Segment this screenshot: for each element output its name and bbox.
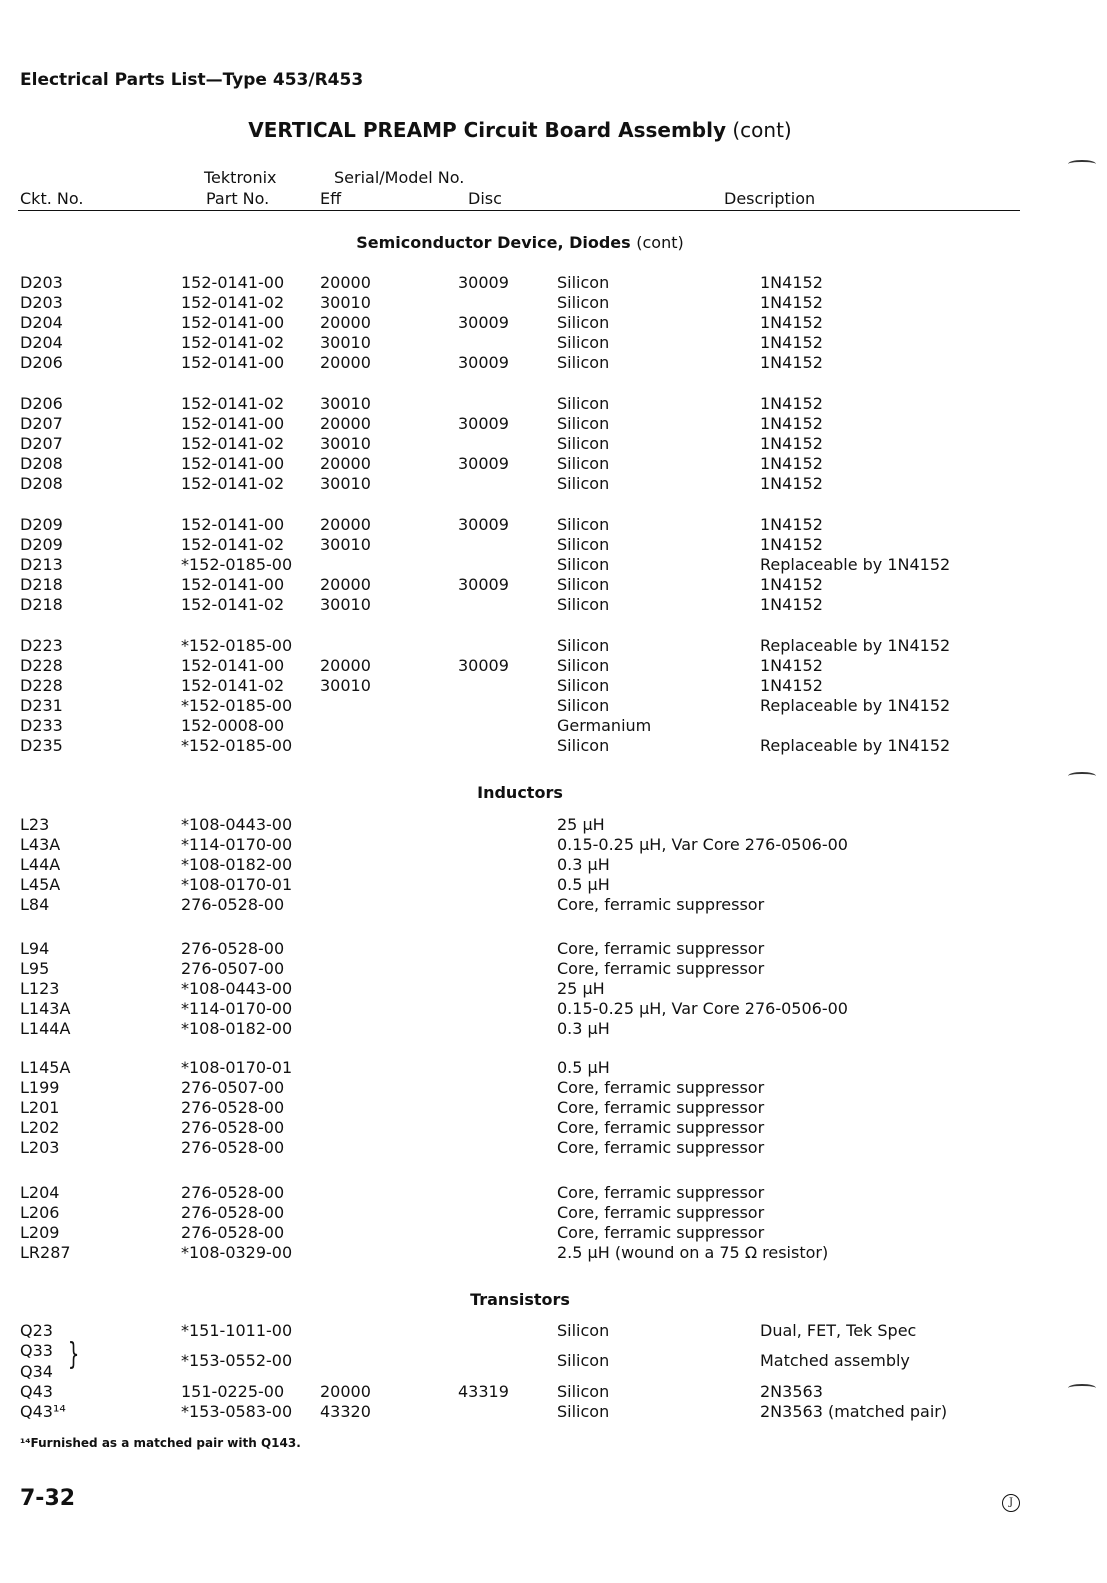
- column-header-tektronix: Tektronix: [204, 168, 277, 187]
- table-row: [0, 353, 1040, 373]
- footnote: ¹⁴Furnished as a matched pair with Q143.: [20, 1436, 301, 1450]
- part-number: *114-0170-00: [181, 999, 293, 1018]
- description: Core, ferramic suppressor: [557, 1223, 765, 1242]
- table-row: [0, 736, 1040, 756]
- serial-disc: 30009: [458, 656, 509, 675]
- description-detail: Dual, FET, Tek Spec: [760, 1321, 917, 1340]
- part-number: 276-0528-00: [181, 895, 285, 914]
- ckt-number: D233: [20, 716, 63, 735]
- ckt-number: L209: [20, 1223, 60, 1242]
- part-number: *108-0443-00: [181, 815, 293, 834]
- description-type: Silicon: [557, 575, 610, 594]
- table-row: [0, 1243, 1040, 1263]
- column-header-part: Part No.: [206, 189, 270, 208]
- serial-eff: 30010: [320, 676, 371, 695]
- description-detail: 1N4152: [760, 414, 823, 433]
- scan-mark-icon: [1068, 1384, 1096, 1392]
- ckt-number: L145A: [20, 1058, 71, 1077]
- section-heading-diodes-suffix: (cont): [636, 233, 684, 252]
- part-number: *108-0443-00: [181, 979, 293, 998]
- table-row: [0, 394, 1040, 414]
- table-row: [0, 555, 1040, 575]
- ckt-number: D206: [20, 394, 63, 413]
- section-heading-diodes-label: Semiconductor Device, Diodes: [356, 233, 631, 252]
- description: Core, ferramic suppressor: [557, 1138, 765, 1157]
- serial-eff: 20000: [320, 656, 371, 675]
- serial-eff: 30010: [320, 474, 371, 493]
- ckt-number: D207: [20, 414, 63, 433]
- table-row: [0, 1203, 1040, 1223]
- part-number: *153-0552-00: [181, 1351, 293, 1370]
- ckt-number: L144A: [20, 1019, 71, 1038]
- ckt-number: D218: [20, 595, 63, 614]
- scan-mark-icon: [1068, 160, 1096, 168]
- table-row: [0, 474, 1040, 494]
- ckt-number: L203: [20, 1138, 60, 1157]
- description: Core, ferramic suppressor: [557, 895, 765, 914]
- description-type: Silicon: [557, 656, 610, 675]
- table-row: [0, 1058, 1040, 1078]
- part-number: 152-0141-02: [181, 535, 285, 554]
- part-number: 152-0141-00: [181, 575, 285, 594]
- serial-eff: 20000: [320, 414, 371, 433]
- description-type: Silicon: [557, 736, 610, 755]
- ckt-number: L94: [20, 939, 50, 958]
- description-detail: 1N4152: [760, 595, 823, 614]
- table-row: [0, 636, 1040, 656]
- ckt-number: L202: [20, 1118, 60, 1137]
- part-number: *108-0170-01: [181, 1058, 293, 1077]
- table-row: [0, 333, 1040, 353]
- ckt-number: Q34: [20, 1362, 53, 1381]
- ckt-number: L204: [20, 1183, 60, 1202]
- ckt-number: L201: [20, 1098, 60, 1117]
- part-number: 276-0528-00: [181, 1223, 285, 1242]
- description-type: Silicon: [557, 293, 610, 312]
- table-row: [0, 434, 1040, 454]
- description-type: Silicon: [557, 636, 610, 655]
- part-number: *151-1011-00: [181, 1321, 293, 1340]
- serial-eff: 30010: [320, 595, 371, 614]
- ckt-number: D207: [20, 434, 63, 453]
- column-header-disc: Disc: [468, 189, 502, 208]
- description-type: Silicon: [557, 1351, 610, 1370]
- page-title-suffix: (cont): [732, 118, 792, 142]
- header-rule: [18, 210, 1020, 211]
- ckt-number: Q23: [20, 1321, 53, 1340]
- table-row: [0, 595, 1040, 615]
- table-row: [0, 454, 1040, 474]
- ckt-number: D228: [20, 676, 63, 695]
- table-row: [0, 293, 1040, 313]
- part-number: 151-0225-00: [181, 1382, 285, 1401]
- table-row: [0, 656, 1040, 676]
- description-detail: Replaceable by 1N4152: [760, 636, 951, 655]
- description: Core, ferramic suppressor: [557, 939, 765, 958]
- table-row: [0, 815, 1040, 835]
- serial-eff: 20000: [320, 353, 371, 372]
- description-detail: 1N4152: [760, 293, 823, 312]
- serial-eff: 30010: [320, 434, 371, 453]
- serial-disc: 30009: [458, 313, 509, 332]
- description-type: Silicon: [557, 595, 610, 614]
- ckt-number: D228: [20, 656, 63, 675]
- part-number: *108-0182-00: [181, 1019, 293, 1038]
- part-number: 276-0528-00: [181, 1138, 285, 1157]
- ckt-number: L23: [20, 815, 50, 834]
- description-type: Silicon: [557, 394, 610, 413]
- ckt-number: D204: [20, 333, 63, 352]
- ckt-number: L45A: [20, 875, 61, 894]
- description: Core, ferramic suppressor: [557, 1078, 765, 1097]
- description-detail: Replaceable by 1N4152: [760, 696, 951, 715]
- ckt-number: LR287: [20, 1243, 71, 1262]
- ckt-number: L43A: [20, 835, 61, 854]
- serial-disc: 30009: [458, 273, 509, 292]
- page-title-main: VERTICAL PREAMP Circuit Board Assembly: [248, 118, 726, 142]
- table-row: [0, 1402, 1040, 1422]
- serial-disc: 30009: [458, 515, 509, 534]
- part-number: 152-0141-02: [181, 434, 285, 453]
- description: 0.5 μH: [557, 875, 610, 894]
- table-row: [0, 979, 1040, 999]
- column-header-description: Description: [724, 189, 816, 208]
- serial-eff: 30010: [320, 333, 371, 352]
- description-detail: 1N4152: [760, 394, 823, 413]
- part-number: 276-0528-00: [181, 1203, 285, 1222]
- serial-disc: 30009: [458, 575, 509, 594]
- table-row: [0, 939, 1040, 959]
- table-row: [0, 515, 1040, 535]
- part-number: 152-0141-02: [181, 474, 285, 493]
- description-detail: Replaceable by 1N4152: [760, 736, 951, 755]
- description: Core, ferramic suppressor: [557, 1183, 765, 1202]
- serial-eff: 20000: [320, 515, 371, 534]
- description-type: Silicon: [557, 434, 610, 453]
- ckt-number: D203: [20, 293, 63, 312]
- part-number: *152-0185-00: [181, 696, 293, 715]
- ckt-number: D231: [20, 696, 63, 715]
- description: 25 μH: [557, 979, 605, 998]
- description-type: Silicon: [557, 676, 610, 695]
- description: Core, ferramic suppressor: [557, 1203, 765, 1222]
- ckt-number: D203: [20, 273, 63, 292]
- running-title: Electrical Parts List—Type 453/R453: [20, 70, 364, 90]
- description-type: Silicon: [557, 1321, 610, 1340]
- table-row: [0, 835, 1040, 855]
- table-row: [0, 959, 1040, 979]
- part-number: *108-0170-01: [181, 875, 293, 894]
- description-type: Silicon: [557, 1402, 610, 1421]
- part-number: 152-0141-00: [181, 515, 285, 534]
- table-row: [0, 1351, 1040, 1382]
- ckt-number: L44A: [20, 855, 61, 874]
- page-title: [0, 118, 1040, 142]
- table-row: [0, 1078, 1040, 1098]
- serial-disc: 43319: [458, 1382, 509, 1401]
- part-number: 276-0528-00: [181, 1118, 285, 1137]
- serial-disc: 30009: [458, 414, 509, 433]
- description: 0.15-0.25 μH, Var Core 276-0506-00: [557, 999, 848, 1018]
- part-number: 276-0507-00: [181, 959, 285, 978]
- serial-disc: 30009: [458, 454, 509, 473]
- description-detail: 1N4152: [760, 273, 823, 292]
- description-detail: 2N3563 (matched pair): [760, 1402, 948, 1421]
- description-detail: 1N4152: [760, 535, 823, 554]
- description: 0.3 μH: [557, 855, 610, 874]
- table-row: [0, 575, 1040, 595]
- table-row: [0, 999, 1040, 1019]
- description: Core, ferramic suppressor: [557, 959, 765, 978]
- table-row: [0, 895, 1040, 915]
- ckt-number: L123: [20, 979, 60, 998]
- ckt-number: L84: [20, 895, 50, 914]
- description-detail: 1N4152: [760, 434, 823, 453]
- description-type: Silicon: [557, 535, 610, 554]
- part-number: 152-0141-00: [181, 454, 285, 473]
- tektronix-logo-icon: J: [1002, 1494, 1020, 1512]
- description-detail: 2N3563: [760, 1382, 823, 1401]
- part-number: *152-0185-00: [181, 555, 293, 574]
- table-row: [0, 1382, 1040, 1402]
- part-number: 152-0141-02: [181, 333, 285, 352]
- ckt-number: L206: [20, 1203, 60, 1222]
- description-type: Silicon: [557, 515, 610, 534]
- ckt-number: D213: [20, 555, 63, 574]
- ckt-number: L143A: [20, 999, 71, 1018]
- table-row: [0, 716, 1040, 736]
- part-number: 152-0141-02: [181, 676, 285, 695]
- section-heading-diodes: [0, 233, 1040, 252]
- ckt-number: D223: [20, 636, 63, 655]
- table-row: [0, 1321, 1040, 1341]
- part-number: 152-0141-02: [181, 595, 285, 614]
- table-row: [0, 273, 1040, 293]
- part-number: 152-0141-02: [181, 293, 285, 312]
- table-row: [0, 1019, 1040, 1039]
- description-type: Silicon: [557, 273, 610, 292]
- serial-eff: 20000: [320, 575, 371, 594]
- part-number: 276-0528-00: [181, 1183, 285, 1202]
- part-number: *108-0329-00: [181, 1243, 293, 1262]
- table-row: [0, 676, 1040, 696]
- ckt-number: D209: [20, 535, 63, 554]
- description-type: Silicon: [557, 313, 610, 332]
- column-header-serial: Serial/Model No.: [334, 168, 465, 187]
- part-number: 152-0141-00: [181, 313, 285, 332]
- part-number: *152-0185-00: [181, 736, 293, 755]
- table-row: [0, 313, 1040, 333]
- part-number: 276-0528-00: [181, 1098, 285, 1117]
- description-detail: 1N4152: [760, 474, 823, 493]
- ckt-number: D235: [20, 736, 63, 755]
- description-detail: 1N4152: [760, 313, 823, 332]
- serial-disc: 30009: [458, 353, 509, 372]
- ckt-number: L199: [20, 1078, 60, 1097]
- ckt-number: D209: [20, 515, 63, 534]
- description-detail: 1N4152: [760, 575, 823, 594]
- serial-eff: 43320: [320, 1402, 371, 1421]
- ckt-number: Q43: [20, 1382, 53, 1401]
- table-row: [0, 1183, 1040, 1203]
- description-detail: 1N4152: [760, 454, 823, 473]
- part-number: *152-0185-00: [181, 636, 293, 655]
- description-type: Silicon: [557, 353, 610, 372]
- description-detail: 1N4152: [760, 353, 823, 372]
- description-type: Silicon: [557, 555, 610, 574]
- part-number: *114-0170-00: [181, 835, 293, 854]
- ckt-number: D208: [20, 454, 63, 473]
- ckt-number: D204: [20, 313, 63, 332]
- description-detail: Replaceable by 1N4152: [760, 555, 951, 574]
- table-row: [0, 1223, 1040, 1243]
- part-number: 152-0141-02: [181, 394, 285, 413]
- part-number: 152-0141-00: [181, 353, 285, 372]
- ckt-number: D218: [20, 575, 63, 594]
- part-number: 276-0507-00: [181, 1078, 285, 1097]
- page-number: 7-32: [20, 1486, 76, 1511]
- part-number: 152-0141-00: [181, 656, 285, 675]
- description: 0.5 μH: [557, 1058, 610, 1077]
- serial-eff: 20000: [320, 454, 371, 473]
- description-type: Silicon: [557, 696, 610, 715]
- serial-eff: 20000: [320, 313, 371, 332]
- ckt-number: D208: [20, 474, 63, 493]
- description-detail: 1N4152: [760, 333, 823, 352]
- description: Core, ferramic suppressor: [557, 1098, 765, 1117]
- table-row: [0, 696, 1040, 716]
- description-detail: 1N4152: [760, 676, 823, 695]
- part-number: 152-0141-00: [181, 273, 285, 292]
- ckt-number: L95: [20, 959, 50, 978]
- ckt-number: Q33: [20, 1341, 53, 1360]
- description-type: Silicon: [557, 454, 610, 473]
- description-detail: 1N4152: [760, 515, 823, 534]
- description-type: Silicon: [557, 1382, 610, 1401]
- description-type: Silicon: [557, 474, 610, 493]
- table-row: [0, 1098, 1040, 1118]
- table-row: [0, 875, 1040, 895]
- table-row: [0, 414, 1040, 434]
- serial-eff: 30010: [320, 535, 371, 554]
- serial-eff: 20000: [320, 1382, 371, 1401]
- part-number: *108-0182-00: [181, 855, 293, 874]
- description-detail: 1N4152: [760, 656, 823, 675]
- section-heading-transistors: Transistors: [470, 1290, 570, 1309]
- serial-eff: 30010: [320, 293, 371, 312]
- table-row: [0, 1118, 1040, 1138]
- matched-pair-brace: }: [67, 1337, 80, 1372]
- ckt-number: D206: [20, 353, 63, 372]
- description: 0.3 μH: [557, 1019, 610, 1038]
- table-row: [0, 535, 1040, 555]
- serial-eff: 30010: [320, 394, 371, 413]
- description-type: Silicon: [557, 333, 610, 352]
- scan-mark-icon: [1068, 772, 1096, 780]
- description-type: Germanium: [557, 716, 652, 735]
- description: 2.5 μH (wound on a 75 Ω resistor): [557, 1243, 829, 1262]
- table-row: [0, 1138, 1040, 1158]
- serial-eff: 20000: [320, 273, 371, 292]
- description: 0.15-0.25 μH, Var Core 276-0506-00: [557, 835, 848, 854]
- description-type: Silicon: [557, 414, 610, 433]
- column-header-ckt: Ckt. No.: [20, 189, 84, 208]
- description-detail: Matched assembly: [760, 1351, 910, 1370]
- section-heading-inductors: Inductors: [477, 783, 563, 802]
- part-number: 276-0528-00: [181, 939, 285, 958]
- table-row: [0, 855, 1040, 875]
- description: 25 μH: [557, 815, 605, 834]
- ckt-number: Q43¹⁴: [20, 1402, 66, 1421]
- part-number: 152-0141-00: [181, 414, 285, 433]
- part-number: *153-0583-00: [181, 1402, 293, 1421]
- part-number: 152-0008-00: [181, 716, 285, 735]
- description: Core, ferramic suppressor: [557, 1118, 765, 1137]
- column-header-eff: Eff: [320, 189, 342, 208]
